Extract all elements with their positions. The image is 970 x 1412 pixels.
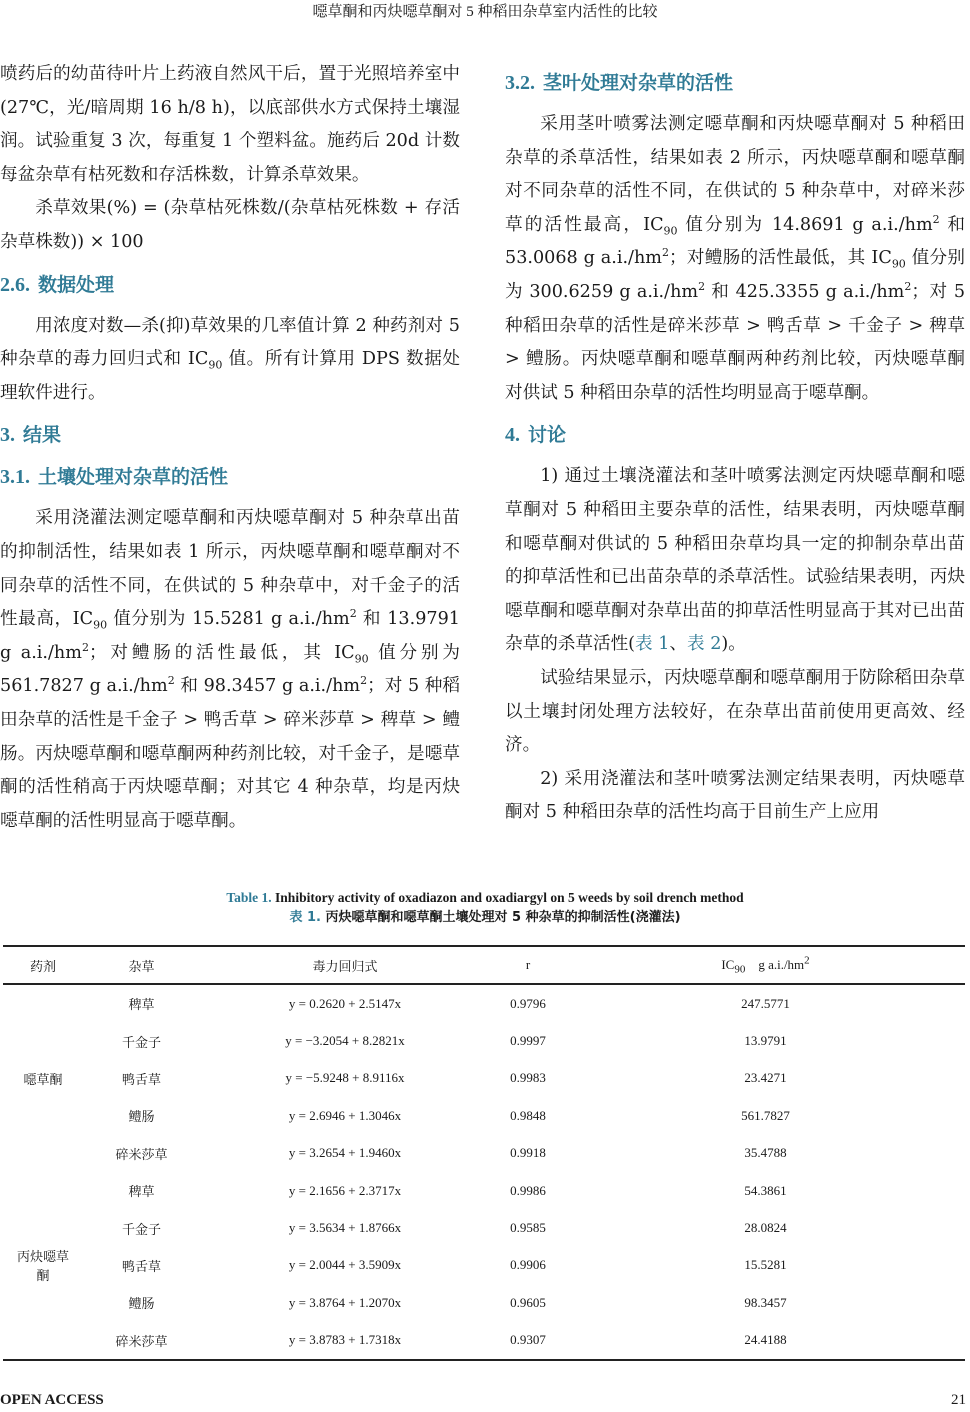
text-run: 和 13.9791 g a.i./hm — [0, 609, 460, 663]
table-row — [3, 1209, 965, 1246]
header-agent: 药剂 — [29, 958, 56, 974]
text-run: 和 98.3457 g a.i./hm — [174, 676, 361, 697]
cell-equation: y = −3.2054 + 8.2821x — [285, 1033, 405, 1049]
table-link[interactable]: 表 1 — [635, 634, 670, 655]
caption-text-zh: 丙炔噁草酮和噁草酮土壤处理对 5 种杂草的抑制活性(浇灌法) — [325, 910, 681, 925]
section-heading — [505, 418, 965, 452]
cell-ic90: 13.9791 — [744, 1033, 787, 1049]
ic-unit: g a.i./hm — [758, 957, 805, 972]
text-run: 和 53.0068 g a.i./hm — [505, 214, 965, 269]
cell-weed: 稗草 — [128, 997, 155, 1013]
text-run: ；对鳢肠的活性最低，其 IC — [88, 642, 355, 663]
section-heading — [0, 418, 460, 452]
cell-ic90: 247.5771 — [741, 995, 790, 1011]
table-caption — [0, 888, 970, 928]
paragraph — [505, 108, 965, 410]
cell-equation: y = 2.6946 + 1.3046x — [288, 1107, 402, 1123]
cell-weed: 鳢肠 — [128, 1296, 155, 1312]
cell-r: 0.9796 — [510, 995, 546, 1011]
text-run: 采用茎叶喷雾法测定噁草酮和丙炔噁草酮对 5 种稻田杂草的杀草活性，结果如表 2 所示，丙炔噁草酮和噁草酮对不同杂草的活性不同，在供试的 5 种杂草中，对碎米莎草的活性最高，IC — [505, 114, 965, 235]
section-title: 土壤处理对杂草的活性 — [38, 466, 229, 489]
cell-ic90: 561.7827 — [741, 1107, 790, 1123]
cell-r: 0.9848 — [510, 1107, 546, 1123]
running-header: 噁草酮和丙炔噁草酮对 5 种稻田杂草室内活性的比较 — [312, 4, 658, 20]
cell-ic90: 15.5281 — [744, 1257, 787, 1273]
paragraph — [0, 310, 460, 411]
text-run: 90 — [663, 224, 678, 238]
paragraph — [0, 502, 460, 838]
cell-equation: y = 3.5634 + 1.8766x — [288, 1220, 402, 1236]
text-run: 1) 通过土壤浇灌法和茎叶喷雾法测定丙炔噁草酮和噁草酮对 5 种稻田主要杂草的活性，结果表明，丙炔噁草酮和噁草酮对供试的 5 种稻田杂草均具一定的抑制杂草出苗的抑草活性和已出苗杂草的杀草活性。试验结果表明，丙炔噁草酮和噁草酮对杂草出苗的抑草活性明显高于其对已出苗杂草的杀草活性( — [505, 466, 965, 655]
section-heading — [505, 66, 965, 100]
caption-label-zh: 表 1. — [289, 910, 321, 925]
cell-r: 0.9997 — [510, 1033, 546, 1049]
table-row — [3, 1284, 965, 1321]
section-number: 3.1. — [0, 466, 30, 489]
text-run: 90 — [891, 257, 906, 271]
text-run: 杀草效果(%) = (杂草枯死株数/(杂草枯死株数 + 存活杂草株数)) × 100 — [0, 198, 460, 252]
text-run: 采用浇灌法测定噁草酮和丙炔噁草酮对 5 种杂草出苗的抑制活性，结果如表 1 所示，丙炔噁草酮和噁草酮对不同杂草的活性不同，在供试的 5 种杂草中，对千金子的活性最高，IC — [0, 508, 460, 630]
ic-label: IC — [721, 957, 735, 972]
text-run: 90 — [93, 618, 108, 632]
text-run: 2 — [167, 674, 175, 688]
section-title: 结果 — [23, 424, 62, 447]
cell-r: 0.9986 — [510, 1182, 546, 1198]
text-run: 值。所有计算用 DPS 数据处理软件进行。 — [0, 349, 460, 403]
section-number: 2.6. — [0, 273, 30, 296]
cell-ic90: 98.3457 — [744, 1294, 787, 1310]
cell-ic90: 24.4188 — [744, 1332, 787, 1348]
text-run: 2 — [698, 280, 706, 294]
table-row — [3, 984, 965, 1022]
cell-equation: y = 2.1656 + 2.3717x — [288, 1182, 402, 1198]
cell-equation: y = 3.2654 + 1.9460x — [288, 1145, 402, 1161]
table-row — [3, 1097, 965, 1134]
section-number: 3. — [0, 424, 15, 447]
table-header-row — [3, 946, 965, 984]
cell-ic90: 28.0824 — [744, 1220, 787, 1236]
table-row — [3, 1135, 965, 1172]
cell-weed: 碎米莎草 — [115, 1333, 168, 1349]
cell-agent: 丙炔噁草酮 — [17, 1249, 70, 1284]
paragraph — [0, 58, 460, 192]
table-row — [3, 1060, 965, 1097]
cell-weed: 千金子 — [121, 1221, 161, 1237]
cell-weed: 鸭舌草 — [121, 1071, 161, 1087]
text-run: 2) 采用浇灌法和茎叶喷雾法测定结果表明，丙炔噁草酮对 5 种稻田杂草的活性均高于目前生产上应用 — [505, 768, 965, 823]
text-run: )。 — [721, 634, 746, 655]
cell-r: 0.9585 — [510, 1220, 546, 1236]
cell-weed: 千金子 — [121, 1034, 161, 1050]
cell-ic90: 23.4271 — [744, 1070, 787, 1086]
cell-equation: y = 3.8764 + 1.2070x — [288, 1294, 402, 1310]
text-run: ；对 5 种稻田杂草的活性是碎米莎草 > 鸭舌草 > 千金子 > 稗草 > 鳢肠。丙炔噁草酮和噁草酮两种药剂比较，丙炔噁草酮对供试 5 种稻田杂草的活性均明显高于噁草酮。 — [505, 281, 966, 403]
caption-label-en: Table 1. — [226, 890, 272, 905]
header-equation: 毒力回归式 — [312, 958, 378, 974]
cell-r: 0.9307 — [510, 1332, 546, 1348]
section-title: 数据处理 — [38, 273, 115, 296]
text-run: 值分别为 14.8691 g a.i./hm — [677, 214, 933, 235]
section-number: 4. — [505, 424, 520, 447]
section-heading — [0, 268, 460, 302]
data-table — [3, 945, 965, 1361]
cell-r: 0.9983 — [510, 1070, 546, 1086]
open-access-label: OPEN ACCESS — [0, 1392, 104, 1408]
text-run: 2 — [349, 607, 357, 621]
section-title: 讨论 — [528, 424, 567, 447]
text-run: 和 425.3355 g a.i./hm — [705, 281, 905, 302]
text-run: 2 — [81, 640, 89, 654]
cell-equation: y = −5.9248 + 8.9116x — [285, 1070, 405, 1086]
table-row — [3, 1322, 965, 1360]
ic-sup: 2 — [804, 954, 810, 967]
cell-weed: 鸭舌草 — [121, 1258, 161, 1274]
header-ic90 — [566, 946, 965, 984]
text-run: 用浓度对数—杀(抑)草效果的几率值计算 2 种药剂对 5 种杂草的毒力回归式和 IC — [0, 315, 460, 370]
paragraph — [505, 763, 965, 830]
text-run: 2 — [932, 212, 940, 226]
right-column — [505, 58, 965, 830]
table-row — [3, 1247, 965, 1284]
text-run: 2 — [662, 246, 669, 260]
cell-agent: 噁草酮 — [23, 1071, 63, 1087]
caption-zh — [0, 908, 970, 928]
cell-equation: y = 0.2620 + 2.5147x — [288, 995, 402, 1011]
header-weed: 杂草 — [128, 958, 155, 974]
caption-text-en: Inhibitory activity of oxadiazon and oxadiargyl on 5 weeds by soil drench method — [275, 890, 744, 905]
cell-weed: 碎米莎草 — [115, 1146, 168, 1162]
header-r: r — [525, 957, 531, 972]
text-run: 2 — [360, 674, 368, 688]
table-row — [3, 1172, 965, 1209]
text-run: 值分别为 561.7827 g a.i./hm — [0, 642, 460, 697]
cell-equation: y = 3.8783 + 1.7318x — [288, 1332, 402, 1348]
table-link[interactable]: 表 2 — [687, 634, 722, 655]
left-column — [0, 58, 460, 838]
text-run: ；对鳢肠的活性最低，其 IC — [669, 248, 892, 269]
text-run: 、 — [669, 634, 688, 655]
text-run: 90 — [208, 358, 223, 372]
text-run: 90 — [354, 652, 369, 666]
text-run: 喷药后的幼苗待叶片上药液自然风干后，置于光照培养室中(27℃，光/暗周期 16 h/8 h)，以底部供水方式保持土壤湿润。试验重复 3 次，每重复 1 个塑料盆。施药后 20d 计数每盆杂草有枯死数和存活株数，计算杀草效果。 — [0, 64, 460, 185]
paragraph — [0, 192, 460, 259]
paragraph — [505, 662, 965, 763]
caption-en — [0, 888, 970, 908]
table-row — [3, 1022, 965, 1059]
cell-ic90: 54.3861 — [744, 1182, 787, 1198]
cell-r: 0.9605 — [510, 1294, 546, 1310]
cell-weed: 鳢肠 — [128, 1109, 155, 1125]
text-run: ；对 5 种稻田杂草的活性是千金子 > 鸭舌草 > 碎米莎草 > 稗草 > 鳢肠。丙炔噁草酮和噁草酮两种药剂比较，对千金子，是噁草酮的活性稍高于丙炔噁草酮；对其它 4 种杂草，均是丙炔噁草酮的活性明显高于噁草酮。 — [0, 676, 460, 831]
text-run: 2 — [904, 280, 912, 294]
section-number: 3.2. — [505, 72, 535, 94]
text-run: 试验结果显示，丙炔噁草酮和噁草酮用于防除稻田杂草以土壤封闭处理方法较好，在杂草出苗前使用更高效、经济。 — [505, 667, 965, 756]
paragraph — [505, 460, 965, 662]
section-title: 茎叶处理对杂草的活性 — [543, 72, 734, 94]
cell-equation: y = 2.0044 + 3.5909x — [288, 1257, 402, 1273]
ic-sub: 90 — [734, 963, 746, 976]
page-number: 21 — [951, 1392, 966, 1408]
cell-weed: 稗草 — [128, 1184, 155, 1200]
cell-r: 0.9918 — [510, 1145, 546, 1161]
cell-r: 0.9906 — [510, 1257, 546, 1273]
cell-ic90: 35.4788 — [744, 1145, 787, 1161]
section-heading — [0, 460, 460, 494]
text-run: 值分别为 15.5281 g a.i./hm — [107, 609, 350, 630]
text-run: 值分别为 300.6259 g a.i./hm — [505, 248, 966, 302]
